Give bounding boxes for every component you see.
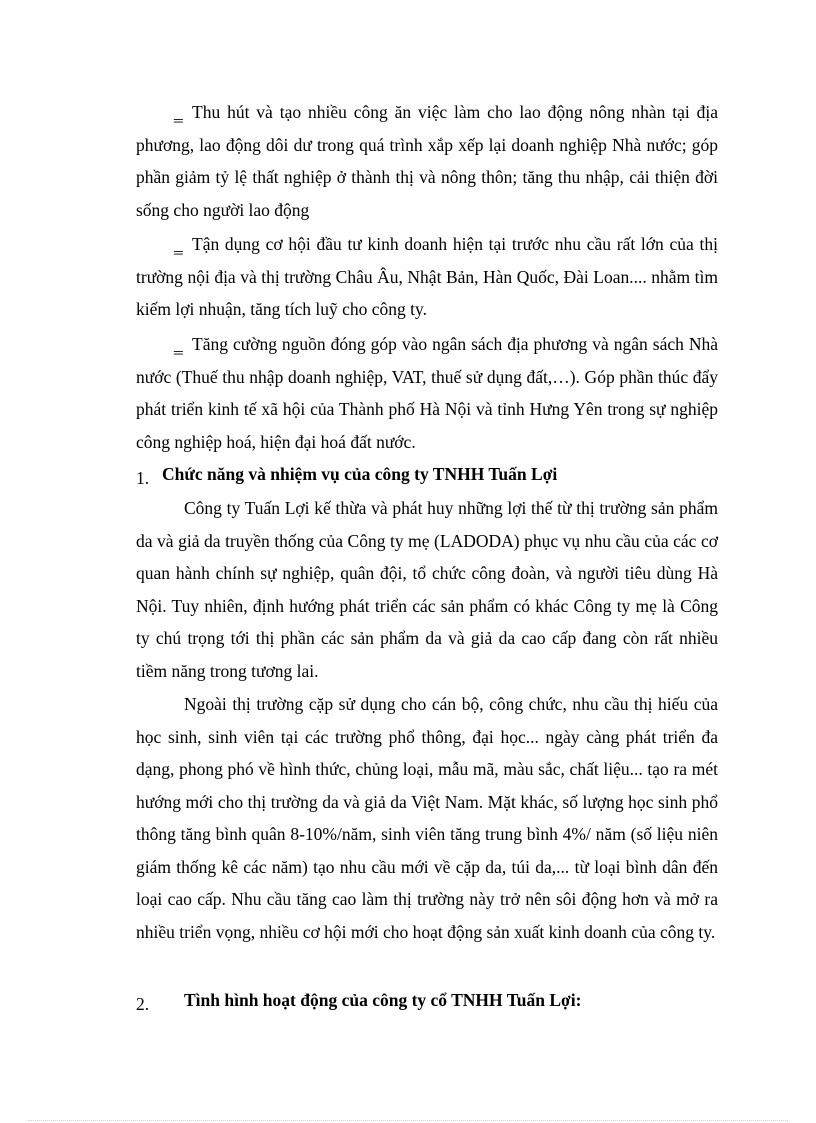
bullet-marker: ‗ (174, 234, 183, 254)
page-footer-rule (28, 1120, 788, 1121)
section-number-1: 1. (136, 468, 150, 488)
section-heading-2: Tình hình hoạt động của công ty cổ TNHH Tuấn Lợi: (184, 990, 582, 1010)
paragraph-text: Ngoài thị trường cặp sử dụng cho cán bộ, công chức, nhu cầu thị hiếu của học sinh, sinh viên tại các trường phổ thông, đại học... ngày càng phát triển đa dạng, phong phó về hình thức, chủng loại, mẫu mã, màu sắc, chất liệu... tạo ra mét hướng mới cho thị trường da và giả da Việt Nam. Mặt khác, số lượng học sinh phổ thông tăng bình quân 8-10%/năm, sinh viên tăng trung bình 4%/ năm (số liệu niên giám thống kê các năm) tạo nhu cầu mới về cặp da, túi da,... từ loại bình dân đến loại cao cấp. Nhu cầu tăng cao làm thị trường này trở nên sôi động hơn và mở ra nhiều triển vọng, nhiều cơ hội mới cho hoạt động sản xuất kinh doanh của công ty. (136, 694, 718, 942)
bullet-marker: ‗ (174, 334, 183, 354)
paragraph-text: Thu hút và tạo nhiều công ăn việc làm cho lao động nông nhàn tại địa phương, lao động dôi dư trong quá trình xắp xếp lại doanh nghiệp Nhà nước; góp phần giảm tỷ lệ thất nghiệp ở thành thị và nông thôn; tăng thu nhập, cải thiện đời sống cho người lao động (136, 102, 718, 220)
paragraph-text: Tận dụng cơ hội đầu tư kinh doanh hiện tại trước nhu cầu rất lớn của thị trường nội địa và thị trường Châu Âu, Nhật Bản, Hàn Quốc, Đài Loan.... nhằm tìm kiếm lợi nhuận, tăng tích luỹ cho công ty. (136, 234, 718, 319)
body-paragraph-1 (136, 492, 718, 687)
bullet-paragraph-3 (136, 328, 718, 458)
paragraph-text: Tăng cường nguồn đóng góp vào ngân sách địa phương và ngân sách Nhà nước (Thuế thu nhập doanh nghiệp, VAT, thuế sử dụng đất,…). Góp phần thúc đẩy phát triển kinh tế xã hội của Thành phố Hà Nội và tỉnh Hưng Yên trong sự nghiệp công nghiệp hoá, hiện đại hoá đất nước. (136, 334, 718, 452)
body-paragraph-2 (136, 688, 718, 948)
bullet-paragraph-1 (136, 96, 718, 226)
section-number-2: 2. (136, 994, 150, 1014)
bullet-marker: ‗ (174, 102, 183, 122)
section-heading-1: Chức năng và nhiệm vụ của công ty TNHH Tuấn Lợi (162, 464, 558, 484)
paragraph-text: Công ty Tuấn Lợi kế thừa và phát huy những lợi thế từ thị trường sản phẩm da và giả da truyền thống của Công ty mẹ (LADODA) phục vụ nhu cầu của các cơ quan hành chính sự nghiệp, quân đội, tổ chức công đoàn, và người tiêu dùng Hà Nội. Tuy nhiên, định hướng phát triển các sản phẩm có khác Công ty mẹ là Công ty chú trọng tới thị phần các sản phẩm da và giả da cao cấp đang còn rất nhiều tiềm năng trong tương lai. (136, 498, 718, 681)
bullet-paragraph-2 (136, 228, 718, 326)
